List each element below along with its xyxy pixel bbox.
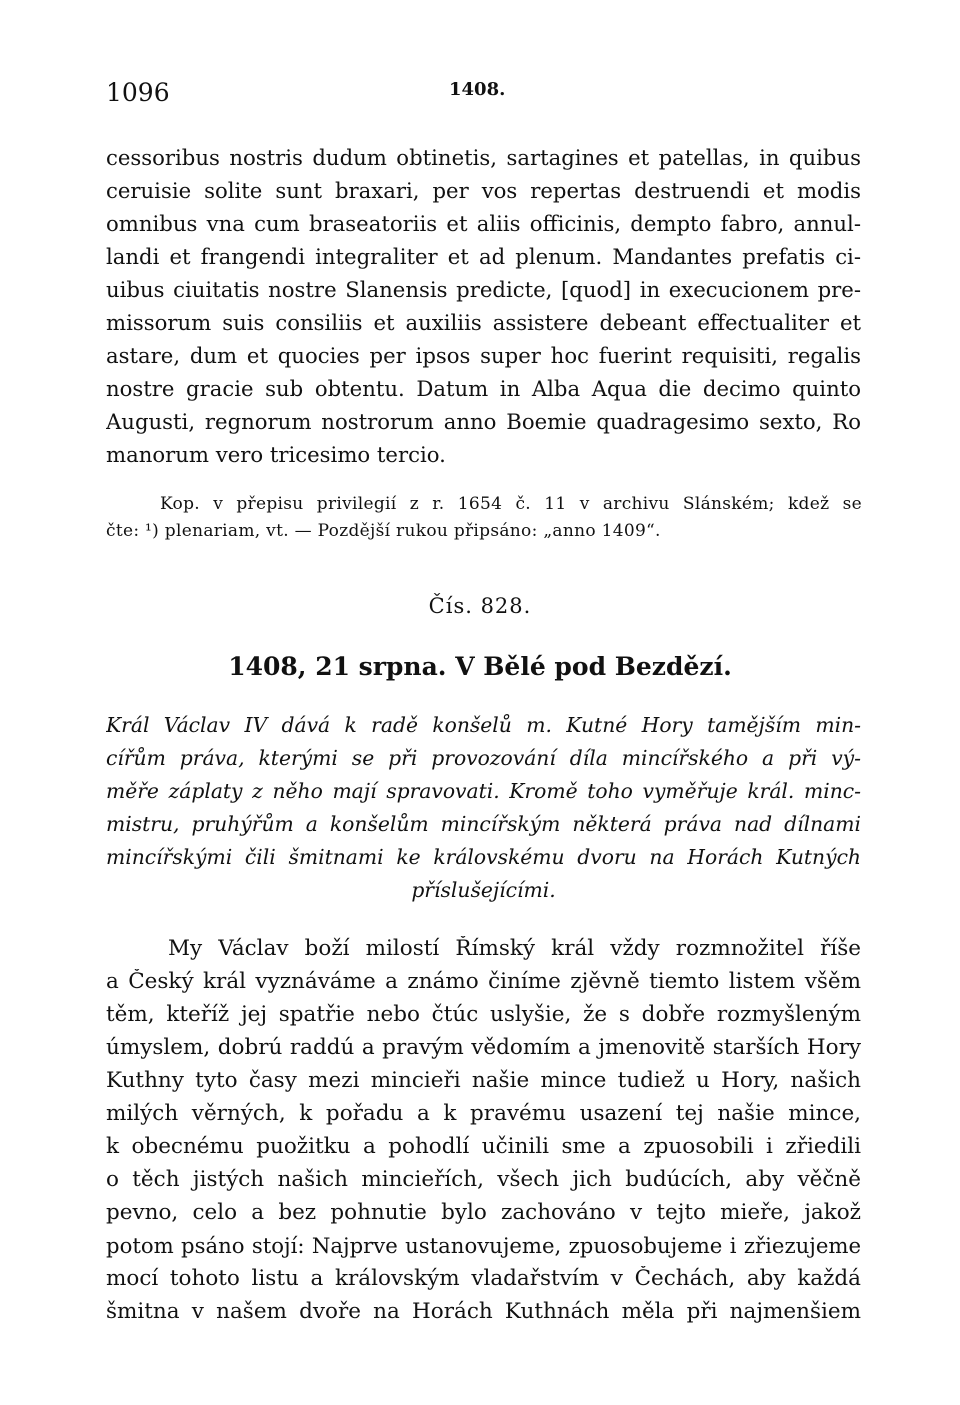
text-line: My Václav boží milostí Římský král vždy rozmnožitel říše xyxy=(168,936,861,961)
summary-line: mistru, pruhýřům a konšelům mincířským některá práva nad dílnami xyxy=(106,812,861,836)
page-header xyxy=(106,78,860,108)
text-line: nostre gracie sub obtentu. Datum in Alba Aqua die decimo quinto xyxy=(106,376,861,401)
text-line: potom psáno stojí: Najprve ustanovujeme, zpuosobujeme i zřiezujeme xyxy=(106,1233,861,1258)
text-line: mocí tohoto listu a královským vladařstvím v Čechách, aby každá xyxy=(106,1266,861,1291)
text-line: landi et frangendi integraliter et ad plenum. Mandantes prefatis ci- xyxy=(106,244,861,269)
summary-line: Král Václav IV dává k radě konšelů m. Kutné Hory tamějším min- xyxy=(106,713,861,737)
text-line: a Český král vyznáváme a známo činíme zjěvně tiemto listem všěm xyxy=(106,969,861,994)
summary-line: cířům práva, kterými se při provozování díla mincířského a při vý- xyxy=(106,746,861,770)
text-line: astare, dum et quocies per ipsos super hoc fuerint requisiti, regalis xyxy=(106,343,861,368)
summary-line: příslušejícími. xyxy=(411,878,556,902)
text-line: missorum suis consiliis et auxiliis assistere debeant effectualiter et xyxy=(106,310,861,335)
text-line: ceruisie solite sunt braxari, per vos repertas destruendi et modis xyxy=(106,178,861,203)
text-line: k obecnému puožitku a pohodlí učinili sme a zpuosobili i zřiedili xyxy=(106,1134,861,1159)
text-line: manorum vero tricesimo tercio. xyxy=(106,442,446,467)
summary-line: mincířskými čili šmitnami ke královskému dvoru na Horách Kutných xyxy=(106,845,861,869)
note-line: čte: ¹) plenariam, vt. — Pozdější rukou připsáno: „anno 1409“. xyxy=(106,521,661,541)
text-line: cessoribus nostris dudum obtinetis, sartagines et patellas, in quibus xyxy=(106,145,861,170)
summary-line: měře záplaty z něho mají spravovati. Kromě toho vyměřuje král. minc- xyxy=(106,779,861,803)
document-date-place: 1408, 21 srpna. V Bělé pod Bezdězí. xyxy=(228,652,732,681)
text-line: těm, kteříž jej spatřie nebo čtúc uslyšie, že s dobře rozmyšleným xyxy=(106,1002,861,1027)
text-line: Kuthny tyto časy mezi mincieři našie mince tudiež u Hory, našich xyxy=(106,1068,861,1093)
running-head-year: 1408. xyxy=(449,79,506,100)
document-number: Čís. 828. xyxy=(428,594,532,618)
text-line: Augusti, regnorum nostrorum anno Boemie quadragesimo sexto, Ro xyxy=(106,409,861,434)
text-line: uibus ciuitatis nostre Slanensis predicte, [quod] in execucionem pre- xyxy=(106,277,861,302)
text-line: pevno, celo a bez pohnutie bylo zachováno v tejto mieře, jakož xyxy=(106,1200,861,1225)
text-line: o těch jistých našich mincieřích, všech jich budúcích, aby věčně xyxy=(106,1167,861,1192)
text-line: úmyslem, dobrú raddú a pravým vědomím a jmenovitě starších Hory xyxy=(106,1035,861,1060)
page-number: 1096 xyxy=(106,78,170,107)
text-line: šmitna v našem dvoře na Horách Kuthnách měla při najmenšiem xyxy=(106,1299,861,1324)
note-line: Kop. v přepisu privilegií z r. 1654 č. 11 v archivu Slánském; kdež se xyxy=(160,494,862,514)
text-line: omnibus vna cum braseatoriis et aliis officinis, dempto fabro, annul- xyxy=(106,211,861,236)
text-line: milých věrných, k pořadu a k pravému usazení tej našie mince, xyxy=(106,1101,861,1126)
